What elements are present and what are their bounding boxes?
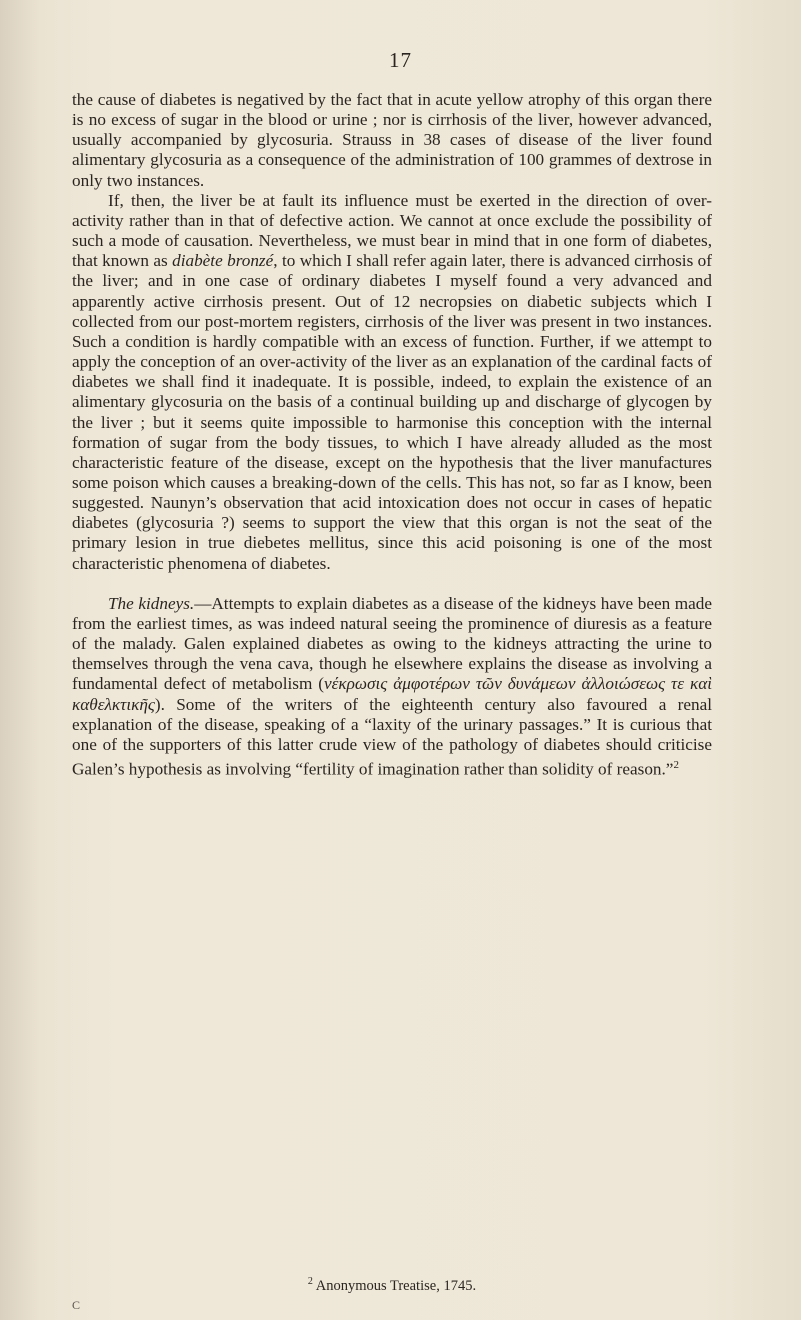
- paragraph-3-text-b: ). Some of the writers of the eighteenth century also favoured a renal explanation of the disease, speaking of a “laxity of the urinary passages.” It is curious that one of the supporters of this latter crude view of the pathology of diabetes should criticise Galen’s hypothesis as involving “fertility of imagination rather than solidity of reason.”: [72, 694, 712, 779]
- section-heading-kidneys: The kidneys.: [108, 593, 195, 613]
- footnote-reference: 2: [673, 759, 679, 771]
- paragraph-1: the cause of diabetes is negatived by the fact that in acute yellow atrophy of this organ there is no excess of sugar in the blood or urine ; nor is cirrhosis of the liver, however advanced, usually accompanied by glycosuria. Strauss in 38 cases of disease of the liver found alimentary glycosuria as a consequence of the administration of 100 grammes of dextrose in only two instances.: [72, 90, 712, 190]
- paragraph-2-italic-term: diabète bronzé: [172, 251, 274, 271]
- signature-mark: C: [72, 1298, 81, 1312]
- paragraph-2-text-b: , to which I shall refer again later, there is advanced cirrhosis of the liver; and in one case of ordinary diabetes I myself found a very advanced and apparently active cirrhosis present. Out of 12 necropsies on diabetic subjects which I collected from our post-mortem registers, cirrhosis of the liver was present in two instances. Such a condition is hardly compatible with an excess of function. Further, if we attempt to apply the conception of an over-activity of the liver as an explanation of the cardinal facts of diabetes we shall find it inadequate. It is possible, indeed, to explain the existence of an alimentary glycosuria on the basis of a continual building up and discharge of glycogen by the liver ; but it seems quite impossible to harmonise this conception with the internal formation of sugar from the body tissues, to which I have already alluded as the most characteristic feature of the disease, except on the hypothesis that the liver manufactures some poison which causes a breaking-down of the cells. This has not, so far as I know, been suggested. Naunyn’s observation that acid intoxication does not occur in cases of hepatic diabetes (glycosuria ?) seems to support the view that this organ is not the seat of the primary lesion in true diebetes mellitus, since this acid poisoning is one of the most characteristic phenomena of diabetes.: [72, 251, 712, 573]
- body-text: [72, 90, 712, 780]
- footnote-text: Anonymous Treatise, 1745.: [315, 1277, 477, 1294]
- paragraph-2-text-a: If, then, the liver be at fault its influence must be exerted in the direction of over-activity rather than in that of defective action. We cannot at once exclude the possibility of such a mode of causation. Nevertheless, we must bear in mind that in one form of diabetes, that known as: [72, 190, 712, 271]
- page-number: 17: [389, 48, 412, 72]
- footnote-marker: 2: [307, 1276, 313, 1287]
- greek-quotation: νέκρωσις ἀμφοτέρων τῶν δυνάμεων ἀλλοιώσεως τε καὶ καθελκτικῆς: [72, 674, 712, 714]
- paragraph-3: [72, 594, 712, 780]
- footnote: [72, 1276, 712, 1295]
- paragraph-3-text-a: —Attempts to explain diabetes as a disease of the kidneys have been made from the earliest times, as was indeed natural seeing the prominence of diuresis as a feature of the malady. Galen explained diabetes as owing to the kidneys attracting the urine to themselves through the vena cava, though he elsewhere explains the disease as involving a fundamental defect of metabolism (: [72, 593, 712, 694]
- paragraph-2: [72, 191, 712, 574]
